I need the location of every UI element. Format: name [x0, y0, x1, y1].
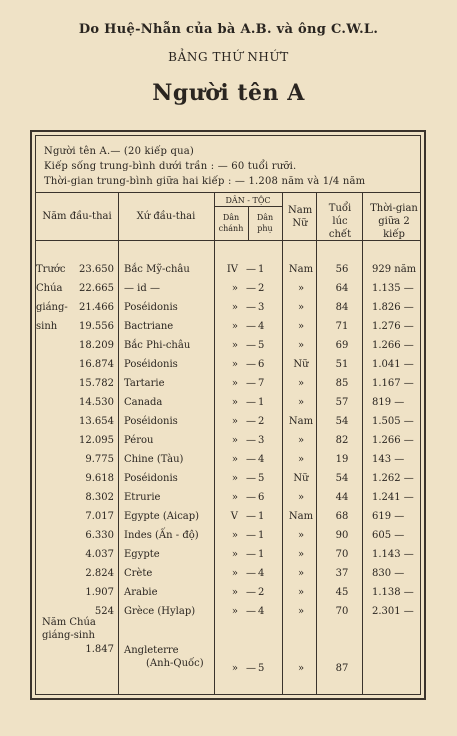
row-gap: 1.266 — [372, 340, 414, 351]
row-year: 14.530 [79, 397, 114, 408]
row-race-sub: 4 [258, 568, 265, 579]
row-dash: — [246, 587, 256, 598]
row-gap: 1.266 — [372, 435, 414, 446]
row-gap: 819 — [372, 397, 405, 408]
summary-line: Người tên A.— (20 kiếp qua) [44, 146, 195, 157]
row-dash: — [246, 568, 256, 579]
col-header-place: Xứ đầu-thai [136, 211, 196, 222]
row-gap: 1.241 — [372, 492, 414, 503]
row-age: 54 [335, 416, 349, 427]
row-sex: Nam [288, 511, 314, 522]
row-sex: » [297, 435, 305, 446]
row-race-main: » [231, 283, 238, 294]
row-sex: » [297, 549, 305, 560]
row-dash: — [246, 359, 256, 370]
column-rule [282, 192, 283, 694]
row-place: Tartarie [124, 378, 165, 389]
row-dash: — [246, 435, 256, 446]
row-race-main: » [231, 397, 238, 408]
summary-block [44, 144, 412, 189]
row-place: Poséidonis [124, 416, 178, 427]
after-christ-label [42, 616, 96, 642]
row-dash: — [246, 378, 256, 389]
row-dash: — [246, 606, 256, 617]
row-race-main: » [231, 359, 238, 370]
row-race-sub: 1 [258, 264, 265, 275]
table-inner-border [35, 135, 421, 695]
row-gap: 2.301 — [372, 606, 414, 617]
row-year: 13.654 [79, 416, 114, 427]
row-year: 22.665 [79, 283, 114, 294]
row-year: 524 [94, 606, 114, 617]
row-race-main: » [231, 606, 238, 617]
row-race-main: » [231, 416, 238, 427]
after-christ-label-line: giáng-sinh [42, 630, 95, 641]
row-dash: — [246, 340, 256, 351]
row-prefix: giáng- [36, 302, 68, 313]
row-race-sub: 1 [258, 530, 265, 541]
row-age: 70 [335, 549, 349, 560]
row-place: Arabie [124, 587, 158, 598]
row-race-main: » [231, 530, 238, 541]
row-sex: Nam [288, 416, 314, 427]
row-place: Poséidonis [124, 302, 178, 313]
row-place: Indes (Ấn - độ) [124, 530, 199, 541]
after-christ-sex: » [297, 663, 305, 674]
row-place: — id — [124, 283, 160, 294]
row-race-main: » [231, 549, 238, 560]
row-year: 16.874 [79, 359, 114, 370]
row-race-main: » [231, 435, 238, 446]
row-dash: — [246, 454, 256, 465]
row-place: Grèce (Hylap) [124, 606, 196, 617]
row-place: Bactriane [124, 321, 174, 332]
row-dash: — [246, 264, 256, 275]
summary-line: Kiếp sống trung-bình dưới trần : — 60 tuổi rưỡi. [44, 161, 297, 172]
row-place: Poséidonis [124, 359, 178, 370]
row-race-main: » [231, 321, 238, 332]
after-christ-place-line: (Anh-Quốc) [146, 658, 204, 669]
row-prefix: Trước [36, 264, 66, 275]
row-sex: » [297, 321, 305, 332]
row-gap: 929 năm [372, 264, 417, 275]
table-frame [30, 130, 426, 700]
row-dash: — [246, 549, 256, 560]
page-title: Người tên A [152, 80, 305, 106]
row-sex: Nữ [293, 473, 309, 484]
after-christ-label-line: Năm Chúa [42, 617, 96, 628]
row-place: Bắc Phi-châu [124, 340, 191, 351]
row-age: 54 [335, 473, 349, 484]
row-sex: » [297, 283, 305, 294]
row-sex: » [297, 587, 305, 598]
row-gap: 1.505 — [372, 416, 414, 427]
row-race-sub: 2 [258, 416, 265, 427]
row-race-main: V [230, 511, 238, 522]
row-place: Etrurie [124, 492, 161, 503]
row-race-sub: 6 [258, 492, 265, 503]
row-race-main: IV [226, 264, 238, 275]
row-race-sub: 7 [258, 378, 265, 389]
row-age: 69 [335, 340, 349, 351]
row-year: 8.302 [85, 492, 114, 503]
row-age: 85 [335, 378, 349, 389]
column-rule [248, 206, 249, 240]
row-dash: — [246, 283, 256, 294]
row-race-main: » [231, 492, 238, 503]
row-sex: » [297, 568, 305, 579]
row-race-sub: 2 [258, 587, 265, 598]
row-race-sub: 1 [258, 549, 265, 560]
row-place: Egypte (Aicap) [124, 511, 200, 522]
row-place: Chine (Tàu) [124, 454, 184, 465]
row-prefix: sinh [36, 321, 58, 332]
row-year: 15.782 [79, 378, 114, 389]
after-christ-race-main: » [231, 663, 238, 674]
row-age: 19 [335, 454, 349, 465]
row-year: 6.330 [85, 530, 114, 541]
row-race-main: » [231, 473, 238, 484]
row-dash: — [246, 321, 256, 332]
row-race-sub: 3 [258, 435, 265, 446]
row-age: 82 [335, 435, 349, 446]
table-number: BẢNG THỨ NHỨT [168, 50, 289, 64]
row-age: 56 [335, 264, 349, 275]
row-year: 9.618 [85, 473, 114, 484]
row-race-sub: 4 [258, 321, 265, 332]
row-gap: 1.826 — [372, 302, 414, 313]
row-sex: » [297, 397, 305, 408]
row-place: Pérou [124, 435, 154, 446]
row-race-main: » [231, 378, 238, 389]
row-sex: » [297, 530, 305, 541]
row-year: 2.824 [85, 568, 114, 579]
row-sex: » [297, 454, 305, 465]
row-dash: — [246, 473, 256, 484]
col-header-race-main: Dân chánh [218, 213, 244, 233]
row-gap: 605 — [372, 530, 405, 541]
after-christ-place [124, 644, 204, 670]
row-sex: » [297, 492, 305, 503]
row-race-sub: 2 [258, 283, 265, 294]
row-year: 19.556 [79, 321, 114, 332]
col-header-race-group: DÂN - TỘC [225, 196, 271, 205]
row-race-sub: 4 [258, 454, 265, 465]
row-age: 84 [335, 302, 349, 313]
row-sex: » [297, 302, 305, 313]
row-year: 9.775 [85, 454, 114, 465]
row-dash: — [246, 302, 256, 313]
row-dash: — [246, 492, 256, 503]
row-place: Egypte [124, 549, 160, 560]
row-age: 70 [335, 606, 349, 617]
row-sex: Nữ [293, 359, 309, 370]
row-age: 71 [335, 321, 349, 332]
row-gap: 143 — [372, 454, 405, 465]
col-header-gap: Thời-gian giữa 2 kiếp [370, 203, 418, 240]
row-place: Crète [124, 568, 153, 579]
row-place: Canada [124, 397, 163, 408]
row-gap: 619 — [372, 511, 405, 522]
row-dash: — [246, 416, 256, 427]
col-header-year: Năm đầu-thai [42, 211, 112, 222]
row-sex: » [297, 378, 305, 389]
row-gap: 1.135 — [372, 283, 414, 294]
row-dash: — [246, 530, 256, 541]
row-year: 7.017 [85, 511, 114, 522]
col-header-race-sub: Dân phụ [256, 213, 274, 233]
row-age: 44 [335, 492, 349, 503]
row-gap: 1.138 — [372, 587, 414, 598]
col-header-age: Tuổi lúc chết [328, 203, 352, 240]
row-age: 45 [335, 587, 349, 598]
row-race-sub: 4 [258, 606, 265, 617]
row-year: 4.037 [85, 549, 114, 560]
after-christ-place-line: Angleterre [124, 645, 179, 656]
row-race-main: » [231, 568, 238, 579]
row-race-sub: 5 [258, 340, 265, 351]
summary-line: Thời-gian trung-bình giữa hai kiếp : — 1.208 năm và 1/4 năm [44, 176, 366, 187]
row-race-sub: 3 [258, 302, 265, 313]
row-race-sub: 5 [258, 473, 265, 484]
row-race-main: » [231, 454, 238, 465]
row-sex: » [297, 606, 305, 617]
row-age: 51 [335, 359, 349, 370]
row-gap: 1.262 — [372, 473, 414, 484]
row-age: 64 [335, 283, 349, 294]
row-race-sub: 1 [258, 511, 265, 522]
row-age: 37 [335, 568, 349, 579]
row-race-main: » [231, 340, 238, 351]
after-christ-race-sub: 5 [258, 663, 265, 674]
after-christ-age: 87 [335, 663, 349, 674]
row-year: 21.466 [79, 302, 114, 313]
row-race-sub: 6 [258, 359, 265, 370]
row-year: 12.095 [79, 435, 114, 446]
row-place: Poséidonis [124, 473, 178, 484]
column-rule [118, 192, 119, 694]
row-gap: 1.041 — [372, 359, 414, 370]
authors-line: Do Huệ-Nhẫn của bà A.B. và ông C.W.L. [78, 22, 379, 37]
row-race-sub: 1 [258, 397, 265, 408]
row-sex: Nam [288, 264, 314, 275]
row-place: Bắc Mỹ-châu [124, 264, 190, 275]
after-christ-dash: — [246, 663, 256, 674]
row-race-main: » [231, 302, 238, 313]
row-gap: 1.143 — [372, 549, 414, 560]
row-gap: 1.167 — [372, 378, 414, 389]
row-dash: — [246, 511, 256, 522]
row-year: 18.209 [79, 340, 114, 351]
row-dash: — [246, 397, 256, 408]
row-prefix: Chúa [36, 283, 63, 294]
row-gap: 830 — [372, 568, 405, 579]
row-age: 57 [335, 397, 349, 408]
row-race-main: » [231, 587, 238, 598]
col-header-sex: Nam Nữ [288, 205, 313, 229]
row-age: 90 [335, 530, 349, 541]
after-christ-year: 1.847 [85, 644, 114, 655]
row-year: 1.907 [85, 587, 114, 598]
row-sex: » [297, 340, 305, 351]
row-age: 68 [335, 511, 349, 522]
row-year: 23.650 [79, 264, 114, 275]
row-gap: 1.276 — [372, 321, 414, 332]
